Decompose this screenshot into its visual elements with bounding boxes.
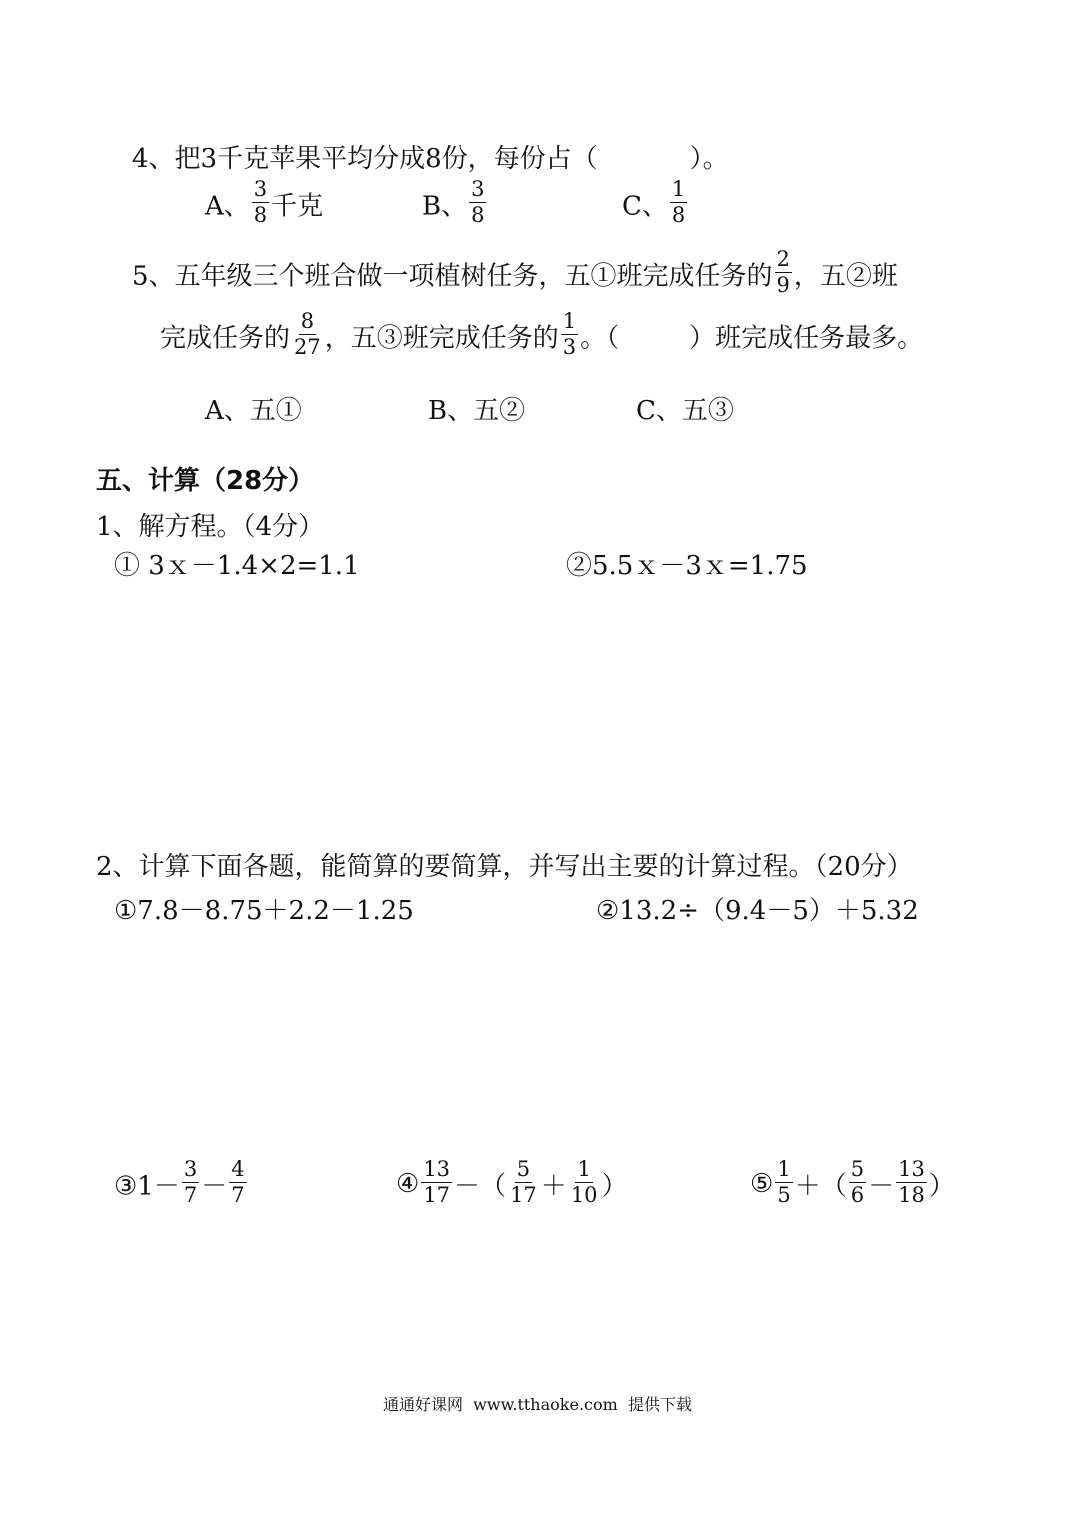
fraction <box>775 248 792 296</box>
fraction <box>469 178 486 226</box>
question-4-close: ）。 <box>689 144 729 174</box>
question-4-option-b <box>422 177 488 228</box>
operator: ） <box>601 1171 628 1202</box>
equation-1: ① 3ｘ－1.4×2=1.1 <box>114 551 360 581</box>
operator: － <box>868 1171 895 1202</box>
question-5-option-b <box>428 390 525 427</box>
option-letter: C、 <box>622 191 668 222</box>
question-5-text: 5、五年级三个班合做一项植树任务，五①班完成任务的 <box>132 261 773 292</box>
fraction <box>896 1158 927 1206</box>
fraction <box>292 310 323 358</box>
question-5-text: 完成任务的 <box>160 323 291 354</box>
subsection-1-title: 1、解方程。（4分） <box>96 512 325 542</box>
question-5-line-2 <box>160 309 924 360</box>
numerator: 3 <box>253 177 268 201</box>
fraction <box>775 1158 792 1206</box>
fraction <box>229 1158 246 1206</box>
fraction <box>508 1158 539 1206</box>
numerator: 5 <box>516 1157 531 1181</box>
problem-label: ④ <box>396 1169 420 1200</box>
numerator: 4 <box>231 1157 245 1181</box>
denominator: 27 <box>294 334 321 359</box>
denominator: 10 <box>570 1182 598 1207</box>
equation-2: ②5.5ｘ－3ｘ=1.75 <box>566 551 808 581</box>
numerator: 13 <box>898 1157 925 1181</box>
numerator: 8 <box>300 309 315 333</box>
problem-5 <box>750 1157 955 1208</box>
problem-label: ⑤ <box>750 1169 774 1200</box>
option-text: 五③ <box>681 396 734 426</box>
denominator: 17 <box>510 1182 537 1207</box>
numerator: 13 <box>423 1157 451 1181</box>
denominator: 18 <box>898 1182 925 1207</box>
question-5-text: ，五③班完成任务的 <box>324 323 559 354</box>
question-4 <box>132 138 729 175</box>
option-letter: B、 <box>422 191 468 222</box>
numerator: 1 <box>562 309 577 333</box>
problem-label: ③1－ <box>114 1171 180 1202</box>
option-letter: B、 <box>428 396 474 426</box>
operator: －（ <box>454 1171 507 1202</box>
fraction <box>182 1158 199 1206</box>
fraction <box>561 310 578 358</box>
operator: － <box>201 1171 228 1202</box>
denominator: 5 <box>777 1182 791 1207</box>
question-5-text: ，五②班 <box>793 261 898 292</box>
denominator: 8 <box>253 202 268 227</box>
numerator: 3 <box>183 1157 198 1181</box>
numerator: 1 <box>577 1157 591 1181</box>
subsection-2-title: 2、计算下面各题，能简算的要简算，并写出主要的计算过程。（20分） <box>96 852 913 882</box>
numerator: 3 <box>471 177 485 201</box>
option-letter: A、 <box>205 191 250 222</box>
fraction <box>252 178 269 226</box>
denominator: 6 <box>850 1182 865 1207</box>
question-5-option-c <box>636 390 734 427</box>
question-5-line-1 <box>132 247 898 298</box>
problem-3 <box>114 1157 249 1208</box>
denominator: 17 <box>423 1182 451 1207</box>
fraction <box>849 1158 866 1206</box>
problem-2: ②13.2÷（9.4－5）＋5.32 <box>596 896 919 926</box>
denominator: 7 <box>183 1182 198 1207</box>
numerator: 2 <box>776 247 790 271</box>
fraction <box>670 178 687 226</box>
operator: ＋ <box>540 1171 567 1202</box>
option-letter: C、 <box>636 396 682 426</box>
problem-4 <box>396 1157 628 1208</box>
question-5-text: ）班完成任务最多。 <box>689 323 924 354</box>
question-5-option-a <box>205 390 302 427</box>
denominator: 7 <box>231 1182 245 1207</box>
denominator: 3 <box>562 334 577 359</box>
operator: ） <box>928 1171 955 1202</box>
numerator: 5 <box>850 1157 865 1181</box>
operator: ＋（ <box>794 1171 847 1202</box>
section-title: 五、计算（28分） <box>96 466 315 496</box>
fraction <box>421 1158 452 1206</box>
problem-1: ①7.8－8.75＋2.2－1.25 <box>114 896 414 926</box>
question-4-option-a <box>205 177 324 228</box>
option-letter: A、 <box>205 396 250 426</box>
numerator: 1 <box>777 1157 791 1181</box>
numerator: 1 <box>671 177 686 201</box>
option-text: 五① <box>249 396 302 426</box>
question-5-text: 。（ <box>580 323 620 354</box>
denominator: 8 <box>671 202 686 227</box>
fraction <box>569 1158 600 1206</box>
denominator: 8 <box>471 202 485 227</box>
option-text: 五② <box>473 396 526 426</box>
page-footer: 通通好课网 www.tthaoke.com 提供下载 <box>383 1395 692 1414</box>
denominator: 9 <box>776 272 790 297</box>
option-unit: 千克 <box>271 191 324 222</box>
question-4-option-c <box>622 177 689 228</box>
question-4-text: 4、把3千克苹果平均分成8份，每份占（ <box>132 144 598 174</box>
